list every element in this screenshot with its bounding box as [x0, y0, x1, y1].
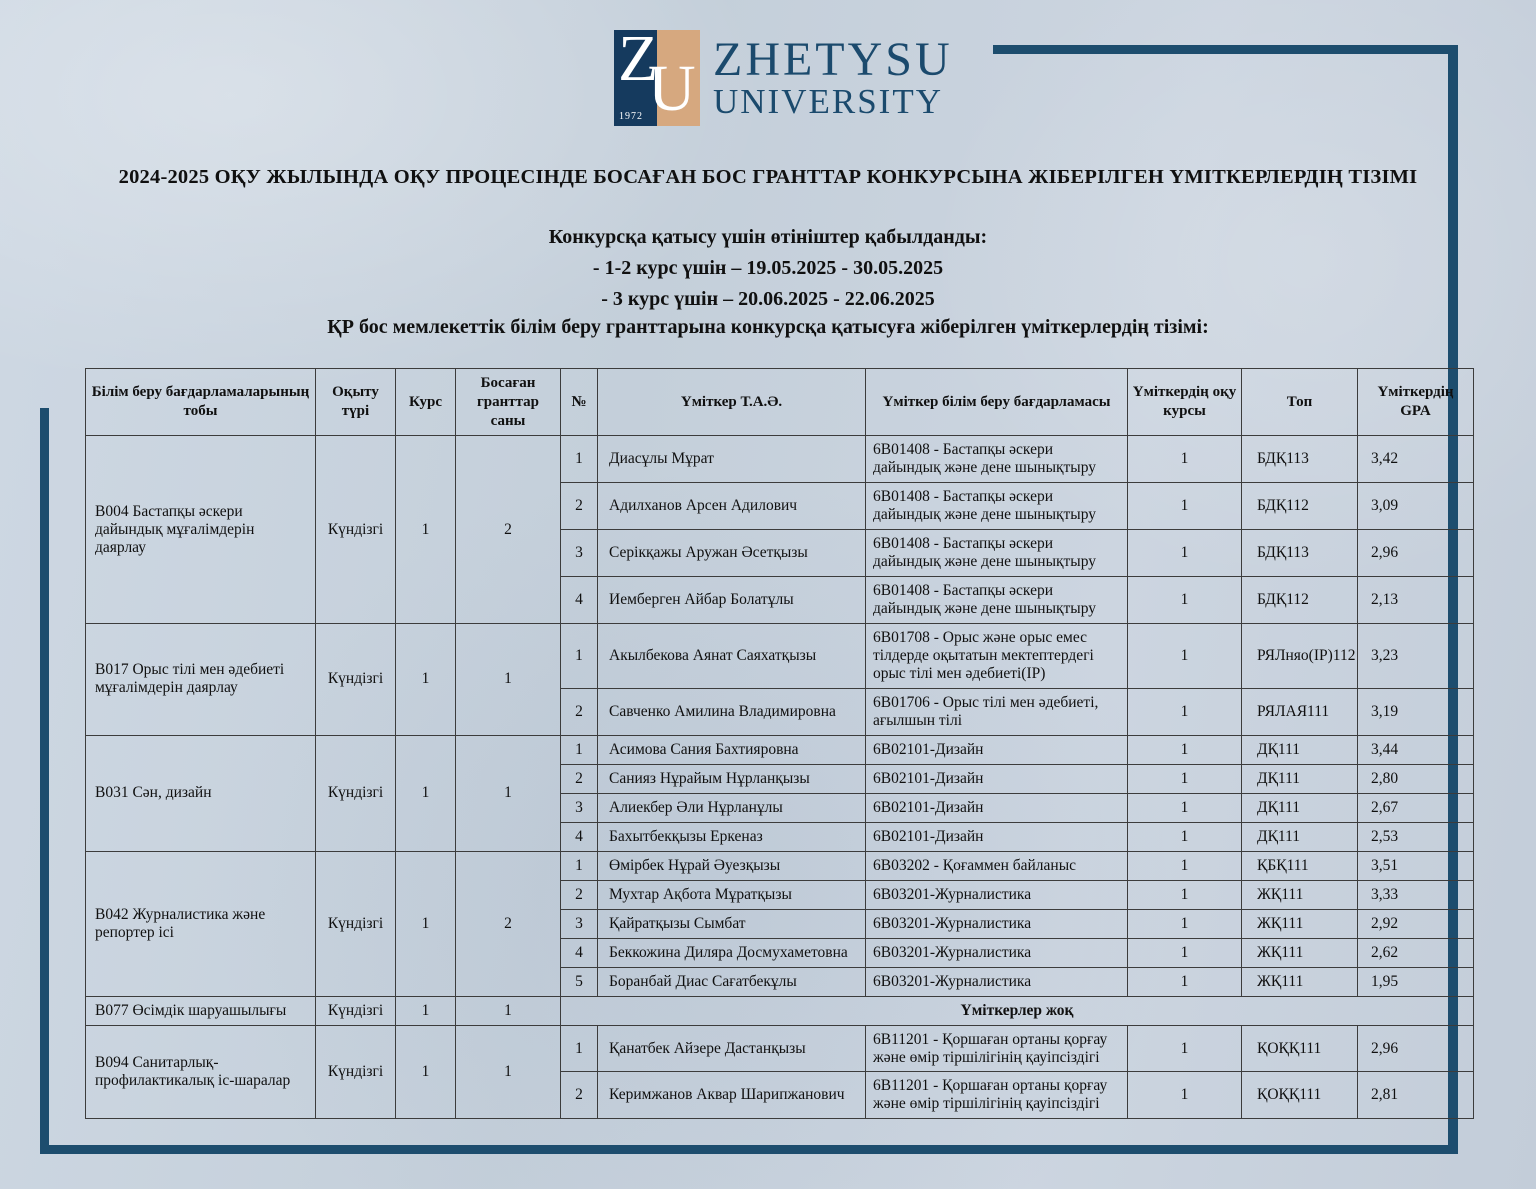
candidate-group-cell: ДҚ111 — [1242, 822, 1358, 851]
candidate-name-cell: Беккожина Диляра Досмухаметовна — [598, 938, 866, 967]
candidate-course-cell: 1 — [1128, 735, 1242, 764]
candidate-course-cell: 1 — [1128, 1072, 1242, 1119]
candidate-group-cell: ДҚ111 — [1242, 735, 1358, 764]
logo-letter-u: U — [648, 52, 696, 125]
vacant-grants-cell: 1 — [456, 735, 561, 851]
candidate-gpa-cell: 3,42 — [1358, 436, 1474, 483]
candidate-program-cell: 6В02101-Дизайн — [866, 735, 1128, 764]
candidate-course-cell: 1 — [1128, 880, 1242, 909]
row-number-cell: 2 — [561, 688, 598, 735]
candidate-gpa-cell: 1,95 — [1358, 967, 1474, 996]
candidate-gpa-cell: 2,67 — [1358, 793, 1474, 822]
frame-bottom-bar — [40, 1145, 1458, 1154]
column-header: Үміткердің оқу курсы — [1128, 369, 1242, 436]
candidate-group-cell: ЖҚ111 — [1242, 909, 1358, 938]
row-number-cell: 1 — [561, 436, 598, 483]
candidate-gpa-cell: 2,13 — [1358, 577, 1474, 624]
candidate-course-cell: 1 — [1128, 1025, 1242, 1072]
program-group-cell: В042 Журналистика және репортер ісі — [86, 851, 316, 996]
row-number-cell: 3 — [561, 909, 598, 938]
candidate-course-cell: 1 — [1128, 851, 1242, 880]
vacant-grants-cell: 1 — [456, 996, 561, 1025]
study-form-cell: Күндізгі — [316, 851, 396, 996]
row-number-cell: 2 — [561, 764, 598, 793]
vacant-grants-cell: 2 — [456, 851, 561, 996]
candidate-group-cell: БДҚ112 — [1242, 577, 1358, 624]
candidate-course-cell: 1 — [1128, 793, 1242, 822]
candidate-program-cell: 6В02101-Дизайн — [866, 822, 1128, 851]
logo-name-line1: ZHETYSU — [713, 33, 953, 86]
candidate-name-cell: Өмірбек Нұрай Әуезқызы — [598, 851, 866, 880]
candidate-name-cell: Санияз Нұрайым Нұрланқызы — [598, 764, 866, 793]
candidate-gpa-cell: 3,51 — [1358, 851, 1474, 880]
table-row — [86, 1025, 1474, 1072]
candidate-name-cell: Иемберген Айбар Болатұлы — [598, 577, 866, 624]
course-cell: 1 — [396, 735, 456, 851]
column-header: Босаған гранттар саны — [456, 369, 561, 436]
candidate-program-cell: 6В01408 - Бастапқы әскери дайындық және дене шынықтыру — [866, 483, 1128, 530]
logo-name-line2: UNIVERSITY — [713, 82, 943, 121]
logo-year: 1972 — [619, 111, 643, 122]
table-row — [86, 624, 1474, 689]
application-dates-line-2: - 3 курс үшін – 20.06.2025 - 22.06.2025 — [601, 288, 935, 310]
column-header: Үміткер білім беру бағдарламасы — [866, 369, 1128, 436]
logo-letter-z: Z — [618, 22, 659, 95]
column-header: Топ — [1242, 369, 1358, 436]
vacant-grants-cell: 1 — [456, 1025, 561, 1119]
application-dates-block — [50, 222, 1486, 315]
candidate-group-cell: ДҚ111 — [1242, 764, 1358, 793]
candidate-program-cell: 6В03201-Журналистика — [866, 909, 1128, 938]
row-number-cell: 3 — [561, 793, 598, 822]
row-number-cell: 4 — [561, 938, 598, 967]
candidate-name-cell: Боранбай Диас Сағатбекұлы — [598, 967, 866, 996]
row-number-cell: 4 — [561, 822, 598, 851]
candidate-group-cell: ҚОҚҚ111 — [1242, 1025, 1358, 1072]
candidate-gpa-cell: 3,33 — [1358, 880, 1474, 909]
program-group-cell: В031 Сән, дизайн — [86, 735, 316, 851]
page-title: 2024-2025 ОҚУ ЖЫЛЫНДА ОҚУ ПРОЦЕСІНДЕ БОСАҒАН БОС ГРАНТТАР КОНКУРСЫНА ЖІБЕРІЛГЕН ҮМІТКЕРЛЕРДІҢ ТІЗІМІ — [118, 166, 1418, 188]
candidate-program-cell: 6В01708 - Орыс және орыс емес тілдерде оқытатын мектептердегі орыс тілі мен әдебиеті(IP) — [866, 624, 1128, 689]
candidate-group-cell: БДҚ113 — [1242, 530, 1358, 577]
candidate-program-cell: 6В01408 - Бастапқы әскери дайындық және дене шынықтыру — [866, 530, 1128, 577]
candidate-program-cell: 6В01408 - Бастапқы әскери дайындық және дене шынықтыру — [866, 577, 1128, 624]
row-number-cell: 2 — [561, 880, 598, 909]
candidate-course-cell: 1 — [1128, 764, 1242, 793]
candidate-group-cell: ҚОҚҚ111 — [1242, 1072, 1358, 1119]
candidate-program-cell: 6В11201 - Қоршаған ортаны қорғау және өмір тіршілігінің қауіпсіздігі — [866, 1025, 1128, 1072]
candidate-course-cell: 1 — [1128, 822, 1242, 851]
candidate-group-cell: ЖҚ111 — [1242, 880, 1358, 909]
candidate-gpa-cell: 3,23 — [1358, 624, 1474, 689]
table-row — [86, 735, 1474, 764]
candidate-gpa-cell: 3,09 — [1358, 483, 1474, 530]
row-number-cell: 4 — [561, 577, 598, 624]
candidate-course-cell: 1 — [1128, 688, 1242, 735]
candidate-group-cell: РЯЛАЯ111 — [1242, 688, 1358, 735]
candidate-gpa-cell: 2,80 — [1358, 764, 1474, 793]
column-header: Үміткердің GPA — [1358, 369, 1474, 436]
candidate-name-cell: Алиекбер Әли Нұрланұлы — [598, 793, 866, 822]
program-group-cell: В004 Бастапқы әскери дайындық мұғалімдерін даярлау — [86, 436, 316, 624]
column-header: Үміткер Т.А.Ә. — [598, 369, 866, 436]
candidate-name-cell: Савченко Амилина Владимировна — [598, 688, 866, 735]
candidate-group-cell: ЖҚ111 — [1242, 938, 1358, 967]
table-row — [86, 996, 1474, 1025]
course-cell: 1 — [396, 624, 456, 736]
row-number-cell: 1 — [561, 624, 598, 689]
row-number-cell: 1 — [561, 735, 598, 764]
candidate-name-cell: Адилханов Арсен Адилович — [598, 483, 866, 530]
course-cell: 1 — [396, 851, 456, 996]
column-header: Білім беру бағдарламаларының тобы — [86, 369, 316, 436]
row-number-cell: 5 — [561, 967, 598, 996]
vacant-grants-cell: 1 — [456, 624, 561, 736]
candidate-program-cell: 6В03201-Журналистика — [866, 967, 1128, 996]
candidate-program-cell: 6В03201-Журналистика — [866, 880, 1128, 909]
candidate-program-cell: 6В02101-Дизайн — [866, 793, 1128, 822]
candidate-course-cell: 1 — [1128, 909, 1242, 938]
row-number-cell: 2 — [561, 1072, 598, 1119]
candidate-gpa-cell: 2,81 — [1358, 1072, 1474, 1119]
candidate-name-cell: Керимжанов Аквар Шарипжанович — [598, 1072, 866, 1119]
candidate-group-cell: ЖҚ111 — [1242, 967, 1358, 996]
study-form-cell: Күндізгі — [316, 624, 396, 736]
candidate-group-cell: БДҚ113 — [1242, 436, 1358, 483]
candidate-gpa-cell: 2,96 — [1358, 1025, 1474, 1072]
study-form-cell: Күндізгі — [316, 735, 396, 851]
row-number-cell: 1 — [561, 1025, 598, 1072]
header-row — [86, 369, 1474, 436]
candidate-program-cell: 6В11201 - Қоршаған ортаны қорғау және өмір тіршілігінің қауіпсіздігі — [866, 1072, 1128, 1119]
course-cell: 1 — [396, 996, 456, 1025]
candidate-name-cell: Асимова Сания Бахтияровна — [598, 735, 866, 764]
candidate-program-cell: 6В01408 - Бастапқы әскери дайындық және дене шынықтыру — [866, 436, 1128, 483]
candidate-group-cell: БДҚ112 — [1242, 483, 1358, 530]
study-form-cell: Күндізгі — [316, 1025, 396, 1119]
study-form-cell: Күндізгі — [316, 436, 396, 624]
row-number-cell: 3 — [561, 530, 598, 577]
candidate-course-cell: 1 — [1128, 938, 1242, 967]
logo-mark-icon — [614, 22, 700, 126]
program-group-cell: В094 Санитарлық-профилактикалық іс-шаралар — [86, 1025, 316, 1119]
candidate-name-cell: Серікқажы Аружан Әсетқызы — [598, 530, 866, 577]
row-number-cell: 2 — [561, 483, 598, 530]
column-header: Курс — [396, 369, 456, 436]
candidate-program-cell: 6В03202 - Қоғаммен байланыс — [866, 851, 1128, 880]
candidate-gpa-cell: 2,96 — [1358, 530, 1474, 577]
candidate-group-cell: ҚБҚ111 — [1242, 851, 1358, 880]
frame-top-bar — [993, 45, 1458, 54]
application-dates-heading: Конкурсқа қатысу үшін өтініштер қабылданды: — [548, 226, 988, 248]
table-row — [86, 436, 1474, 483]
candidate-gpa-cell: 2,53 — [1358, 822, 1474, 851]
university-logo — [614, 22, 953, 126]
candidate-course-cell: 1 — [1128, 577, 1242, 624]
candidates-table — [85, 368, 1474, 1119]
candidate-course-cell: 1 — [1128, 624, 1242, 689]
program-group-cell: В017 Орыс тілі мен әдебиеті мұғалімдерін даярлау — [86, 624, 316, 736]
column-header: № — [561, 369, 598, 436]
candidate-group-cell: ДҚ111 — [1242, 793, 1358, 822]
candidate-gpa-cell: 3,19 — [1358, 688, 1474, 735]
candidate-program-cell: 6В02101-Дизайн — [866, 764, 1128, 793]
candidate-name-cell: Мухтар Ақбота Мұратқызы — [598, 880, 866, 909]
candidate-gpa-cell: 2,62 — [1358, 938, 1474, 967]
candidate-name-cell: Акылбекова Аянат Саяхатқызы — [598, 624, 866, 689]
column-header: Оқыту түрі — [316, 369, 396, 436]
candidate-gpa-cell: 2,92 — [1358, 909, 1474, 938]
study-form-cell: Күндізгі — [316, 996, 396, 1025]
candidate-program-cell: 6В03201-Журналистика — [866, 938, 1128, 967]
row-number-cell: 1 — [561, 851, 598, 880]
candidate-course-cell: 1 — [1128, 967, 1242, 996]
candidate-name-cell: Бахытбекқызы Еркеназ — [598, 822, 866, 851]
program-group-cell: В077 Өсімдік шаруашылығы — [86, 996, 316, 1025]
course-cell: 1 — [396, 1025, 456, 1119]
candidate-course-cell: 1 — [1128, 436, 1242, 483]
list-heading: ҚР бос мемлекеттік білім беру гранттарына конкурсқа қатысуға жіберілген үміткерлердің тізімі: — [327, 316, 1209, 338]
candidate-group-cell: РЯЛняо(IP)112 — [1242, 624, 1358, 689]
candidate-program-cell: 6В01706 - Орыс тілі мен әдебиеті, ағылшын тілі — [866, 688, 1128, 735]
frame-left-bar — [40, 408, 49, 1145]
candidate-name-cell: Диасұлы Мұрат — [598, 436, 866, 483]
candidate-name-cell: Қайратқызы Сымбат — [598, 909, 866, 938]
vacant-grants-cell: 2 — [456, 436, 561, 624]
application-dates-line-1: - 1-2 курс үшін – 19.05.2025 - 30.05.2025 — [592, 257, 944, 279]
no-candidates-cell: Үміткерлер жоқ — [561, 996, 1474, 1025]
candidate-gpa-cell: 3,44 — [1358, 735, 1474, 764]
candidate-course-cell: 1 — [1128, 483, 1242, 530]
logo-wordmark — [713, 30, 953, 121]
course-cell: 1 — [396, 436, 456, 624]
table-row — [86, 851, 1474, 880]
candidate-course-cell: 1 — [1128, 530, 1242, 577]
candidate-name-cell: Қанатбек Айзере Дастанқызы — [598, 1025, 866, 1072]
